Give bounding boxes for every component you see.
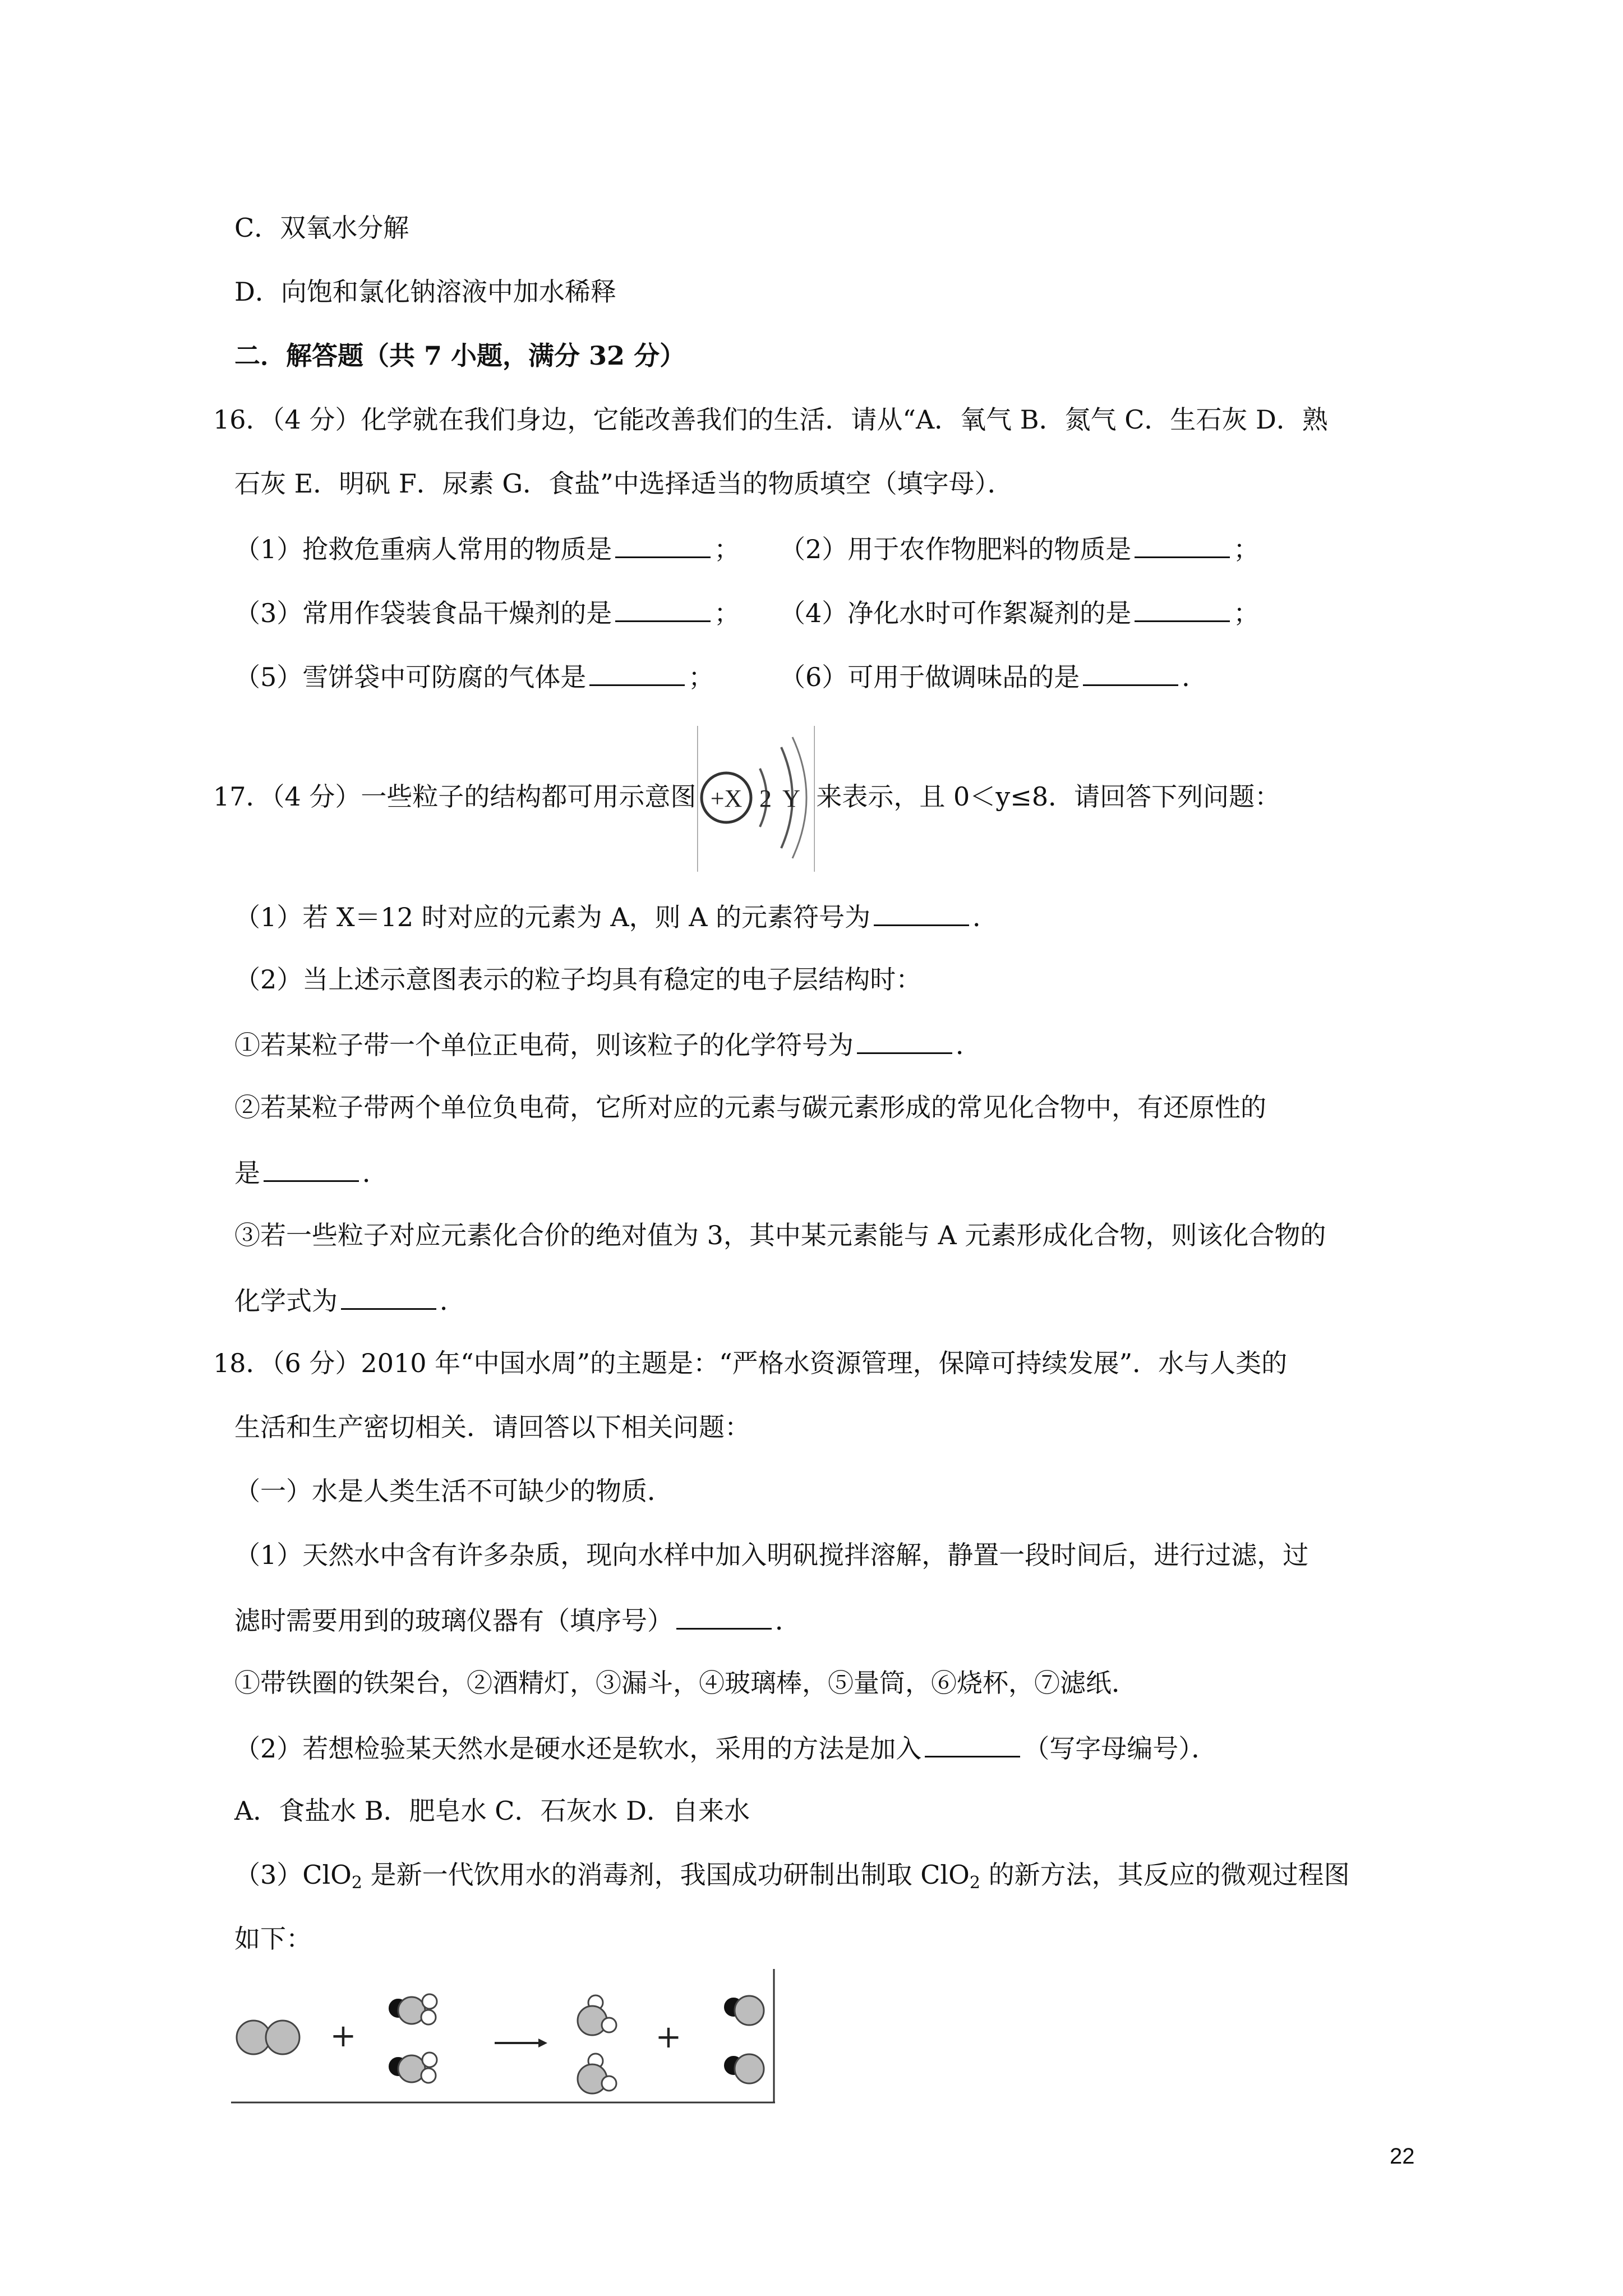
q17-sub-2: ②若某粒子带两个单位负电荷，它所对应的元素与碳元素形成的常见化合物中，有还原性的	[234, 1092, 1266, 1122]
q16-item-6: （6）可用于做调味品的是 ．	[780, 659, 1207, 694]
plus-sign: +	[330, 2018, 357, 2054]
outer-shell-electrons: Y	[782, 785, 801, 812]
answer-blank[interactable]	[341, 1282, 436, 1310]
q17-stem: 17．（4 分）一些粒子的结构都可用示意图 +X 2 Y 来表示，且 0＜y≤8．请回答下列问题：	[213, 724, 1280, 869]
section-heading: 二．解答题（共 7 小题，满分 32 分）	[234, 341, 686, 371]
q16-item-3: （3）常用作袋装食品干燥剂的是 ；	[234, 595, 740, 630]
q18-part-1-cont: 滤时需要用到的玻璃仪器有（填序号） ．	[234, 1602, 801, 1637]
answer-blank[interactable]	[1135, 531, 1230, 558]
q17-sub-3: ③若一些粒子对应元素化合价的绝对值为 3，其中某元素能与 A 元素形成化合物，则该化合物的	[234, 1220, 1326, 1250]
answer-blank[interactable]	[589, 659, 685, 686]
q18-part-2-options: A．食盐水 B．肥皂水 C．石灰水 D．自来水	[234, 1796, 750, 1826]
q18-stem-1: 18．（6 分）2010 年“中国水周”的主题是：“严格水资源管理，保障可持续发展”．水与人类的	[213, 1348, 1288, 1378]
q17-sub-3-cont: 化学式为 ．	[234, 1282, 465, 1318]
q18-part-3: （3）ClO$_2$ 是新一代饮用水的消毒剂，我国成功研制出制取 ClO$_2$ 的新方法，其反应的微观过程图	[234, 1860, 1350, 1893]
q18-part-2: （2）若想检验某天然水是硬水还是软水，采用的方法是加入 （写字母编号）．	[234, 1730, 1217, 1765]
q16-stem-1: 16．（4 分）化学就在我们身边，它能改善我们的生活．请从“A．氧气 B．氮气 C．生石灰 D．熟	[213, 404, 1328, 435]
answer-blank[interactable]	[676, 1602, 772, 1630]
q17-part-2: （2）当上述示意图表示的粒子均具有稳定的电子层结构时：	[234, 964, 922, 995]
reaction-diagram	[231, 1969, 781, 2104]
answer-blank[interactable]	[615, 595, 711, 622]
clo2-molecule	[578, 2054, 616, 2093]
q17-part-1: （1）若 X＝12 时对应的元素为 A，则 A 的元素符号为 ．	[234, 899, 998, 934]
q18-part-3-cont: 如下：	[234, 1924, 312, 1954]
reactant-molecule	[389, 2053, 437, 2083]
option-d: D．向饱和氯化钠溶液中加水稀释	[234, 277, 616, 307]
answer-blank[interactable]	[1083, 659, 1178, 686]
q16-item-5: （5）雪饼袋中可防腐的气体是 ；	[234, 659, 714, 694]
answer-blank[interactable]	[925, 1730, 1020, 1757]
q18-stem-2: 生活和生产密切相关．请回答以下相关问题：	[234, 1412, 750, 1442]
q18-equipment-list: ①带铁圈的铁架台，②酒精灯，③漏斗，④玻璃棒，⑤量筒，⑥烧杯，⑦滤纸．	[234, 1668, 1137, 1698]
chlorine-molecule	[237, 2021, 299, 2054]
q17-sub-1: ①若某粒子带一个单位正电荷，则该粒子的化学符号为 ．	[234, 1027, 981, 1062]
plus-sign: +	[655, 2019, 682, 2055]
q17-sub-2-cont: 是 ．	[234, 1154, 388, 1190]
q18-part-1: （1）天然水中含有许多杂质，现向水样中加入明矾搅拌溶解，静置一段时间后，进行过滤，过	[234, 1540, 1309, 1570]
answer-blank[interactable]	[1135, 595, 1230, 622]
q16-stem-2: 石灰 E．明矾 F．尿素 G．食盐”中选择适当的物质填空（填字母）．	[234, 468, 1013, 499]
nacl-molecule	[725, 2054, 764, 2083]
atom-structure-diagram	[697, 726, 815, 872]
answer-blank[interactable]	[615, 531, 711, 558]
nacl-molecule	[725, 1996, 764, 2025]
nuclear-charge-label: +X	[711, 785, 743, 812]
q16-item-1: （1）抢救危重病人常用的物质是 ；	[234, 531, 740, 566]
page-number: 22	[1390, 2144, 1415, 2169]
answer-blank[interactable]	[264, 1154, 359, 1182]
answer-blank[interactable]	[857, 1027, 952, 1054]
q16-item-4: （4）净化水时可作絮凝剂的是 ；	[780, 595, 1259, 630]
inner-shell-electrons: 2	[759, 785, 772, 812]
q16-item-2: （2）用于农作物肥料的物质是 ；	[780, 531, 1259, 566]
reactant-molecule	[389, 1994, 437, 2024]
q18-section-1: （一）水是人类生活不可缺少的物质．	[234, 1476, 673, 1506]
reaction-arrow	[495, 2039, 547, 2047]
answer-blank[interactable]	[874, 899, 969, 926]
option-c: C．双氧水分解	[234, 213, 409, 243]
clo2-molecule	[578, 1995, 616, 2035]
